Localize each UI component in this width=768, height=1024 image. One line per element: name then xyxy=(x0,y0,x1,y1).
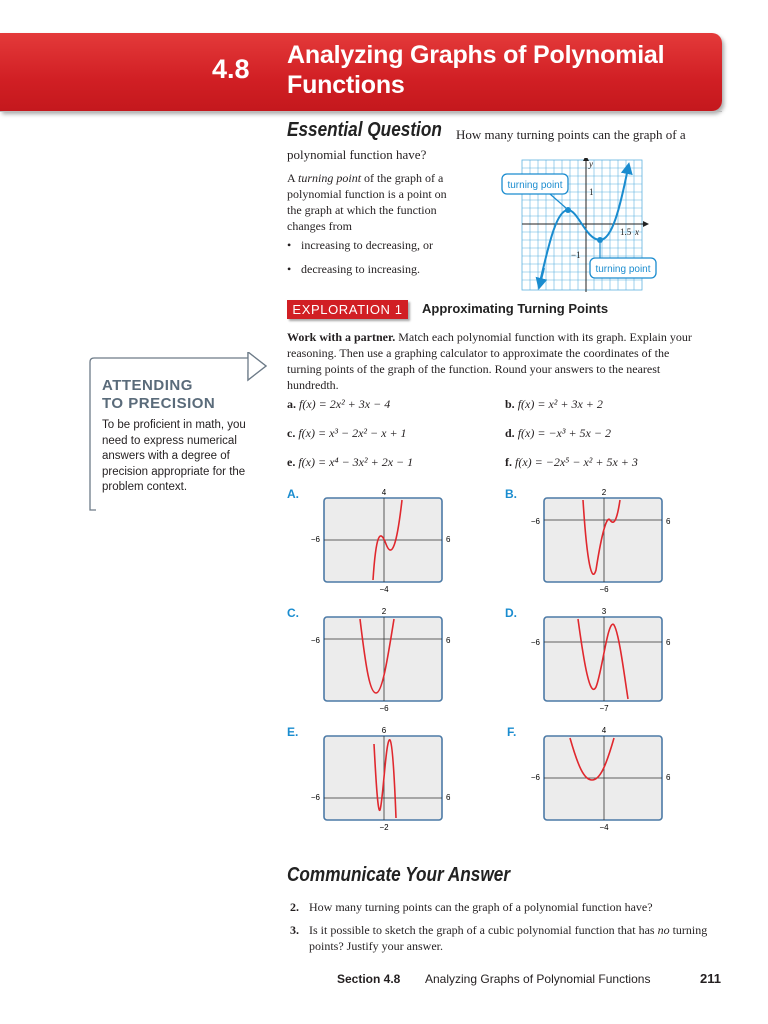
question-2 xyxy=(290,899,710,915)
definition-bullet: • decreasing to increasing. xyxy=(287,262,420,276)
sidebar-title-line2: TO PRECISION xyxy=(102,395,216,412)
graph-e-xmin: −6 xyxy=(310,793,320,802)
graph-label-c: C. xyxy=(287,606,299,620)
page-title-line1: Analyzing Graphs of Polynomial xyxy=(287,41,665,69)
exploration-title: Approximating Turning Points xyxy=(422,301,609,316)
graph-c-xmin: −6 xyxy=(310,636,320,645)
turning-point-graph xyxy=(496,158,666,293)
graph-e-xmax: 6 xyxy=(446,793,451,802)
graph-b-xmax: 6 xyxy=(666,517,671,526)
axis-y-label: y xyxy=(589,159,593,169)
graph-d xyxy=(520,603,680,713)
sidebar-arrow-icon xyxy=(248,352,266,380)
exploration-badge: EXPLORATION 1 xyxy=(287,300,408,319)
function-item xyxy=(505,426,611,441)
graph-b-screen xyxy=(544,498,662,582)
callout-top-text: turning point xyxy=(507,180,563,191)
page-title xyxy=(287,40,707,100)
question-2-text: How many turning points can the graph of a polynomial function have? xyxy=(309,900,653,914)
axis-x-label: x xyxy=(635,227,639,237)
question-3-text xyxy=(309,922,710,954)
graph-a-xmin: −6 xyxy=(310,535,320,544)
definition-suffix: of the graph of a polynomial function is a point on the graph at which the function changes from xyxy=(287,171,447,233)
definition-term: turning point xyxy=(298,171,362,185)
graph-label-f: F. xyxy=(507,725,517,739)
function-expr: f(x) = 2x² + 3x − 4 xyxy=(299,397,391,411)
communicate-heading: Communicate Your Answer xyxy=(287,864,511,886)
turning-point-definition xyxy=(287,170,459,234)
graph-d-ymin: −7 xyxy=(599,704,609,713)
graph-f-ymin: −4 xyxy=(599,823,609,832)
graph-b-ymin: −6 xyxy=(599,585,609,594)
graph-label-a: A. xyxy=(287,487,299,501)
function-letter: e. xyxy=(287,455,296,469)
instructions-bold: Work with a partner. xyxy=(287,330,396,344)
function-letter: c. xyxy=(287,426,296,440)
function-letter: b. xyxy=(505,397,515,411)
essential-question-text-line1: How many turning points can the graph of a xyxy=(456,127,686,142)
tick-x: 1.5 xyxy=(620,227,632,237)
graph-a-ymax: 4 xyxy=(381,488,387,497)
definition-prefix: A xyxy=(287,171,299,185)
question-3-text-a: Is it possible to sketch the graph of a cubic polynomial function that has xyxy=(309,923,658,937)
function-letter: a. xyxy=(287,397,296,411)
graph-d-xmin: −6 xyxy=(530,638,540,647)
question-3-text-b: turning points? Justify your answer. xyxy=(309,923,708,953)
function-expr: f(x) = x² + 3x + 2 xyxy=(517,397,603,411)
essential-question-text-line2: polynomial function have? xyxy=(287,147,427,162)
graph-label-b: B. xyxy=(505,487,517,501)
question-3-number: 3. xyxy=(290,923,299,937)
graph-c-ymax: 2 xyxy=(381,607,387,616)
title-rule xyxy=(0,111,722,112)
graph-label-d: D. xyxy=(505,606,517,620)
essential-question-heading: Essential Question xyxy=(287,119,442,141)
graph-f-xmax: 6 xyxy=(666,773,671,782)
function-item xyxy=(505,455,638,470)
function-letter: d. xyxy=(505,426,515,440)
function-expr: f(x) = x⁴ − 3x² + 2x − 1 xyxy=(298,455,414,469)
graph-f-xmin: −6 xyxy=(530,773,540,782)
turning-point-min xyxy=(597,237,603,243)
section-number: 4.8 xyxy=(212,54,250,84)
function-item xyxy=(287,426,407,441)
function-expr: f(x) = −2x⁵ − x² + 5x + 3 xyxy=(515,455,638,469)
graph-a xyxy=(300,484,460,594)
graph-e-screen xyxy=(324,736,442,820)
sidebar-title-line1: ATTENDING xyxy=(102,377,193,394)
sidebar-title xyxy=(102,377,242,413)
question-3-emphasis: no xyxy=(657,923,670,937)
callout-bottom-text: turning point xyxy=(595,264,651,275)
exploration-instructions xyxy=(287,329,705,393)
footer-section: Section 4.8 xyxy=(337,972,401,986)
graph-a-xmax: 6 xyxy=(446,535,451,544)
graph-e xyxy=(300,722,460,832)
graph-a-ymin: −4 xyxy=(379,585,389,594)
function-item xyxy=(287,397,390,412)
bullet-text: increasing to decreasing, or xyxy=(301,238,433,252)
page-title-line2: Functions xyxy=(287,71,405,99)
sidebar-body: To be proficient in math, you need to express numerical answers with a degree of precision appropriate for the problem context. xyxy=(102,419,246,493)
graph-e-ymax: 6 xyxy=(381,726,387,735)
question-3 xyxy=(290,922,710,954)
graph-b-xmin: −6 xyxy=(530,517,540,526)
footer-title: Analyzing Graphs of Polynomial Functions xyxy=(425,972,651,986)
page-number: 211 xyxy=(700,971,721,986)
function-letter: f. xyxy=(505,455,512,469)
tick-y-pos: 1 xyxy=(589,187,594,197)
function-expr: f(x) = −x³ + 5x − 2 xyxy=(517,426,611,440)
function-item xyxy=(505,397,603,412)
graph-b-ymax: 2 xyxy=(601,488,607,497)
graph-f xyxy=(520,722,680,832)
question-2-number: 2. xyxy=(290,900,299,914)
graph-e-ymin: −2 xyxy=(379,823,389,832)
function-item xyxy=(287,455,413,470)
instructions-text: Match each polynomial function with its graph. Explain your reasoning. Then use a graphing calculator to approximate the coordinates of the turning points of the graph of the function. Round your answers to the nearest hundredth. xyxy=(287,330,692,392)
graph-label-e: E. xyxy=(287,725,299,739)
bullet-text: decreasing to increasing. xyxy=(301,262,420,276)
definition-bullet: • increasing to decreasing, or xyxy=(287,238,433,252)
graph-b xyxy=(520,484,680,594)
graph-c xyxy=(300,603,460,713)
graph-f-ymax: 4 xyxy=(601,726,607,735)
graph-c-screen xyxy=(324,617,442,701)
graph-d-xmax: 6 xyxy=(666,638,671,647)
tick-y-neg: −1 xyxy=(571,250,581,260)
function-expr: f(x) = x³ − 2x² − x + 1 xyxy=(298,426,407,440)
graph-c-ymin: −6 xyxy=(379,704,389,713)
graph-d-ymax: 3 xyxy=(601,607,607,616)
graph-c-xmax: 6 xyxy=(446,636,451,645)
